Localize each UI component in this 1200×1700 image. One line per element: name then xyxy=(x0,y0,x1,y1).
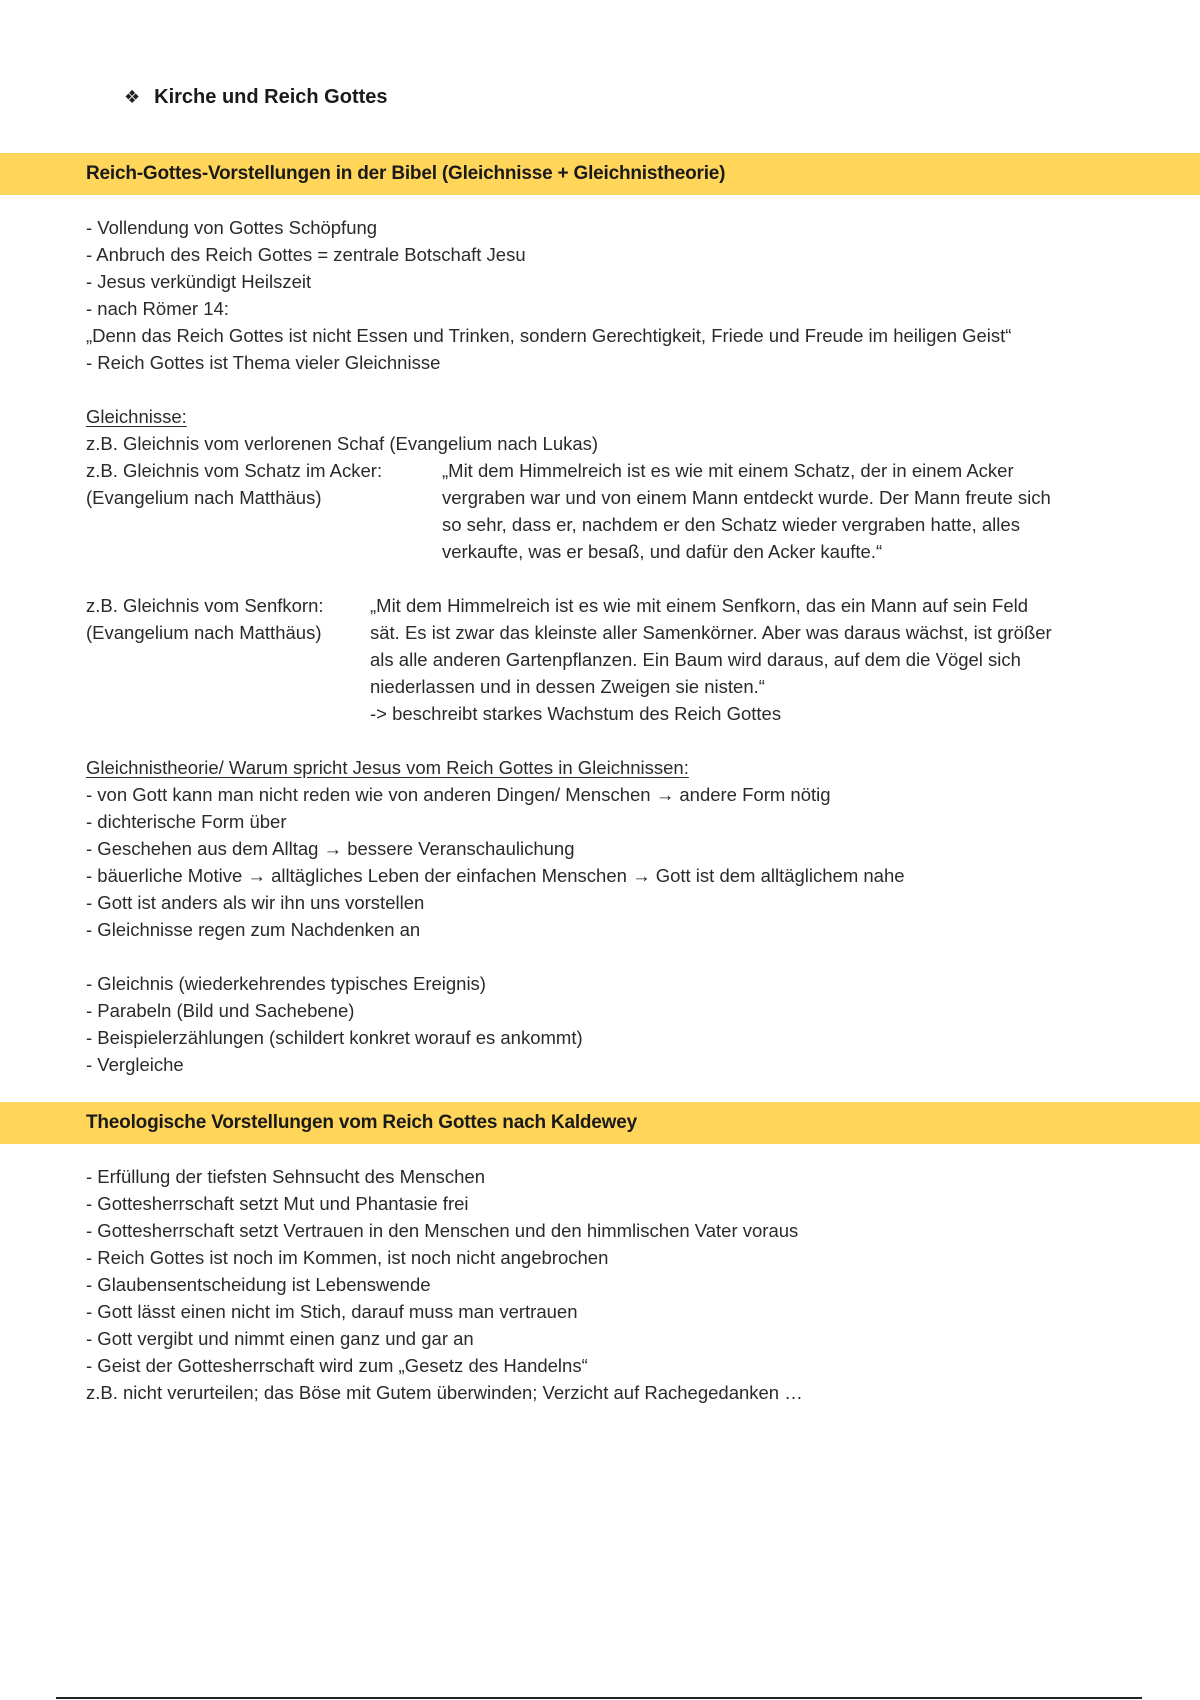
kaldewey-item: - Gottesherrschaft setzt Vertrauen in den Menschen und den himmlischen Vater voraus xyxy=(86,1220,799,1241)
kaldewey-item: - Erfüllung der tiefsten Sehnsucht des Menschen xyxy=(86,1166,486,1187)
example-mustard-quote-line: „Mit dem Himmelreich ist es wie mit einem Senfkorn, das ein Mann auf sein Feld xyxy=(370,595,1029,616)
roemer-quote: „Denn das Reich Gottes ist nicht Essen und Trinken, sondern Gerechtigkeit, Friede und Freude im heiligen Geist“ xyxy=(86,325,1012,346)
theory-item: - bäuerliche Motive → alltägliches Leben der einfachen Menschen → Gott ist dem alltäglichem nahe xyxy=(86,865,905,886)
kaldewey-item: - Gott vergibt und nimmt einen ganz und gar an xyxy=(86,1328,474,1349)
kaldewey-item: - Geist der Gottesherrschaft wird zum „Gesetz des Handelns“ xyxy=(86,1355,588,1376)
diamond-cluster-icon: ❖ xyxy=(124,87,141,107)
example-treasure-quote-line: „Mit dem Himmelreich ist es wie mit einem Schatz, der in einem Acker xyxy=(442,460,1014,481)
example-treasure-source: (Evangelium nach Matthäus) xyxy=(86,487,322,508)
section-header-bible xyxy=(0,153,1200,195)
theory-item: - dichterische Form über xyxy=(86,811,287,832)
form-item: - Beispielerzählungen (schildert konkret worauf es ankommt) xyxy=(86,1027,583,1048)
kaldewey-item: - Gott lässt einen nicht im Stich, darauf muss man vertrauen xyxy=(86,1301,578,1322)
section-header-bible-text: Reich-Gottes-Vorstellungen in der Bibel (Gleichnisse + Gleichnistheorie) xyxy=(86,163,726,184)
example-treasure-quote-line: verkaufte, was er besaß, und dafür den Acker kaufte.“ xyxy=(442,541,883,562)
form-item: - Gleichnis (wiederkehrendes typisches Ereignis) xyxy=(86,973,486,994)
theory-item: - Gleichnisse regen zum Nachdenken an xyxy=(86,919,421,940)
example-mustard-seed xyxy=(86,592,1146,727)
kaldewey-item: - Reich Gottes ist noch im Kommen, ist noch nicht angebrochen xyxy=(86,1247,609,1268)
theory-item: - Gott ist anders als wir ihn uns vorstellen xyxy=(86,892,425,913)
example-lost-sheep: z.B. Gleichnis vom verlorenen Schaf (Evangelium nach Lukas) xyxy=(86,433,599,454)
example-treasure-quote-line: so sehr, dass er, nachdem er den Schatz wieder vergraben hatte, alles xyxy=(442,514,1020,535)
intro-line: - nach Römer 14: xyxy=(86,298,229,319)
example-mustard-source: (Evangelium nach Matthäus) xyxy=(86,622,322,643)
kaldewey-example: z.B. nicht verurteilen; das Böse mit Gutem überwinden; Verzicht auf Rachegedanken … xyxy=(86,1382,803,1403)
example-mustard-quote-line: niederlassen und in dessen Zweigen sie nisten.“ xyxy=(370,676,765,697)
example-treasure-title: z.B. Gleichnis vom Schatz im Acker: xyxy=(86,460,383,481)
section-header-kaldewey xyxy=(0,1102,1200,1144)
theory-item: - Geschehen aus dem Alltag → bessere Veranschaulichung xyxy=(86,838,575,859)
section-kaldewey-content xyxy=(86,1163,1146,1406)
intro-line: - Jesus verkündigt Heilszeit xyxy=(86,271,312,292)
intro-line: - Anbruch des Reich Gottes = zentrale Botschaft Jesu xyxy=(86,244,526,265)
theory-heading: Gleichnistheorie/ Warum spricht Jesus vom Reich Gottes in Gleichnissen: xyxy=(86,757,689,778)
example-mustard-quote-line: sät. Es ist zwar das kleinste aller Samenkörner. Aber was daraus wächst, ist größer xyxy=(370,622,1052,643)
form-item: - Parabeln (Bild und Sachebene) xyxy=(86,1000,355,1021)
example-treasure-quote-line: vergraben war und von einem Mann entdeckt wurde. Der Mann freute sich xyxy=(442,487,1051,508)
kaldewey-item: - Gottesherrschaft setzt Mut und Phantasie frei xyxy=(86,1193,469,1214)
example-treasure xyxy=(86,457,1146,565)
theory-item: - von Gott kann man nicht reden wie von anderen Dingen/ Menschen → andere Form nötig xyxy=(86,784,831,805)
kaldewey-item: - Glaubensentscheidung ist Lebenswende xyxy=(86,1274,431,1295)
example-mustard-note: -> beschreibt starkes Wachstum des Reich Gottes xyxy=(370,703,782,724)
page-title-text: Kirche und Reich Gottes xyxy=(154,86,388,108)
footer-rule xyxy=(56,1697,1142,1699)
form-item: - Vergleiche xyxy=(86,1054,184,1075)
section-header-kaldewey-text: Theologische Vorstellungen vom Reich Gottes nach Kaldewey xyxy=(86,1112,637,1133)
gleichnisse-heading: Gleichnisse: xyxy=(86,406,187,427)
intro-line: - Vollendung von Gottes Schöpfung xyxy=(86,217,378,238)
page-title xyxy=(124,86,388,109)
section-bible-content xyxy=(86,214,1146,1078)
example-mustard-title: z.B. Gleichnis vom Senfkorn: xyxy=(86,595,324,616)
example-mustard-quote-line: als alle anderen Gartenpflanzen. Ein Baum wird daraus, auf dem die Vögel sich xyxy=(370,649,1021,670)
intro-line: - Reich Gottes ist Thema vieler Gleichnisse xyxy=(86,352,441,373)
